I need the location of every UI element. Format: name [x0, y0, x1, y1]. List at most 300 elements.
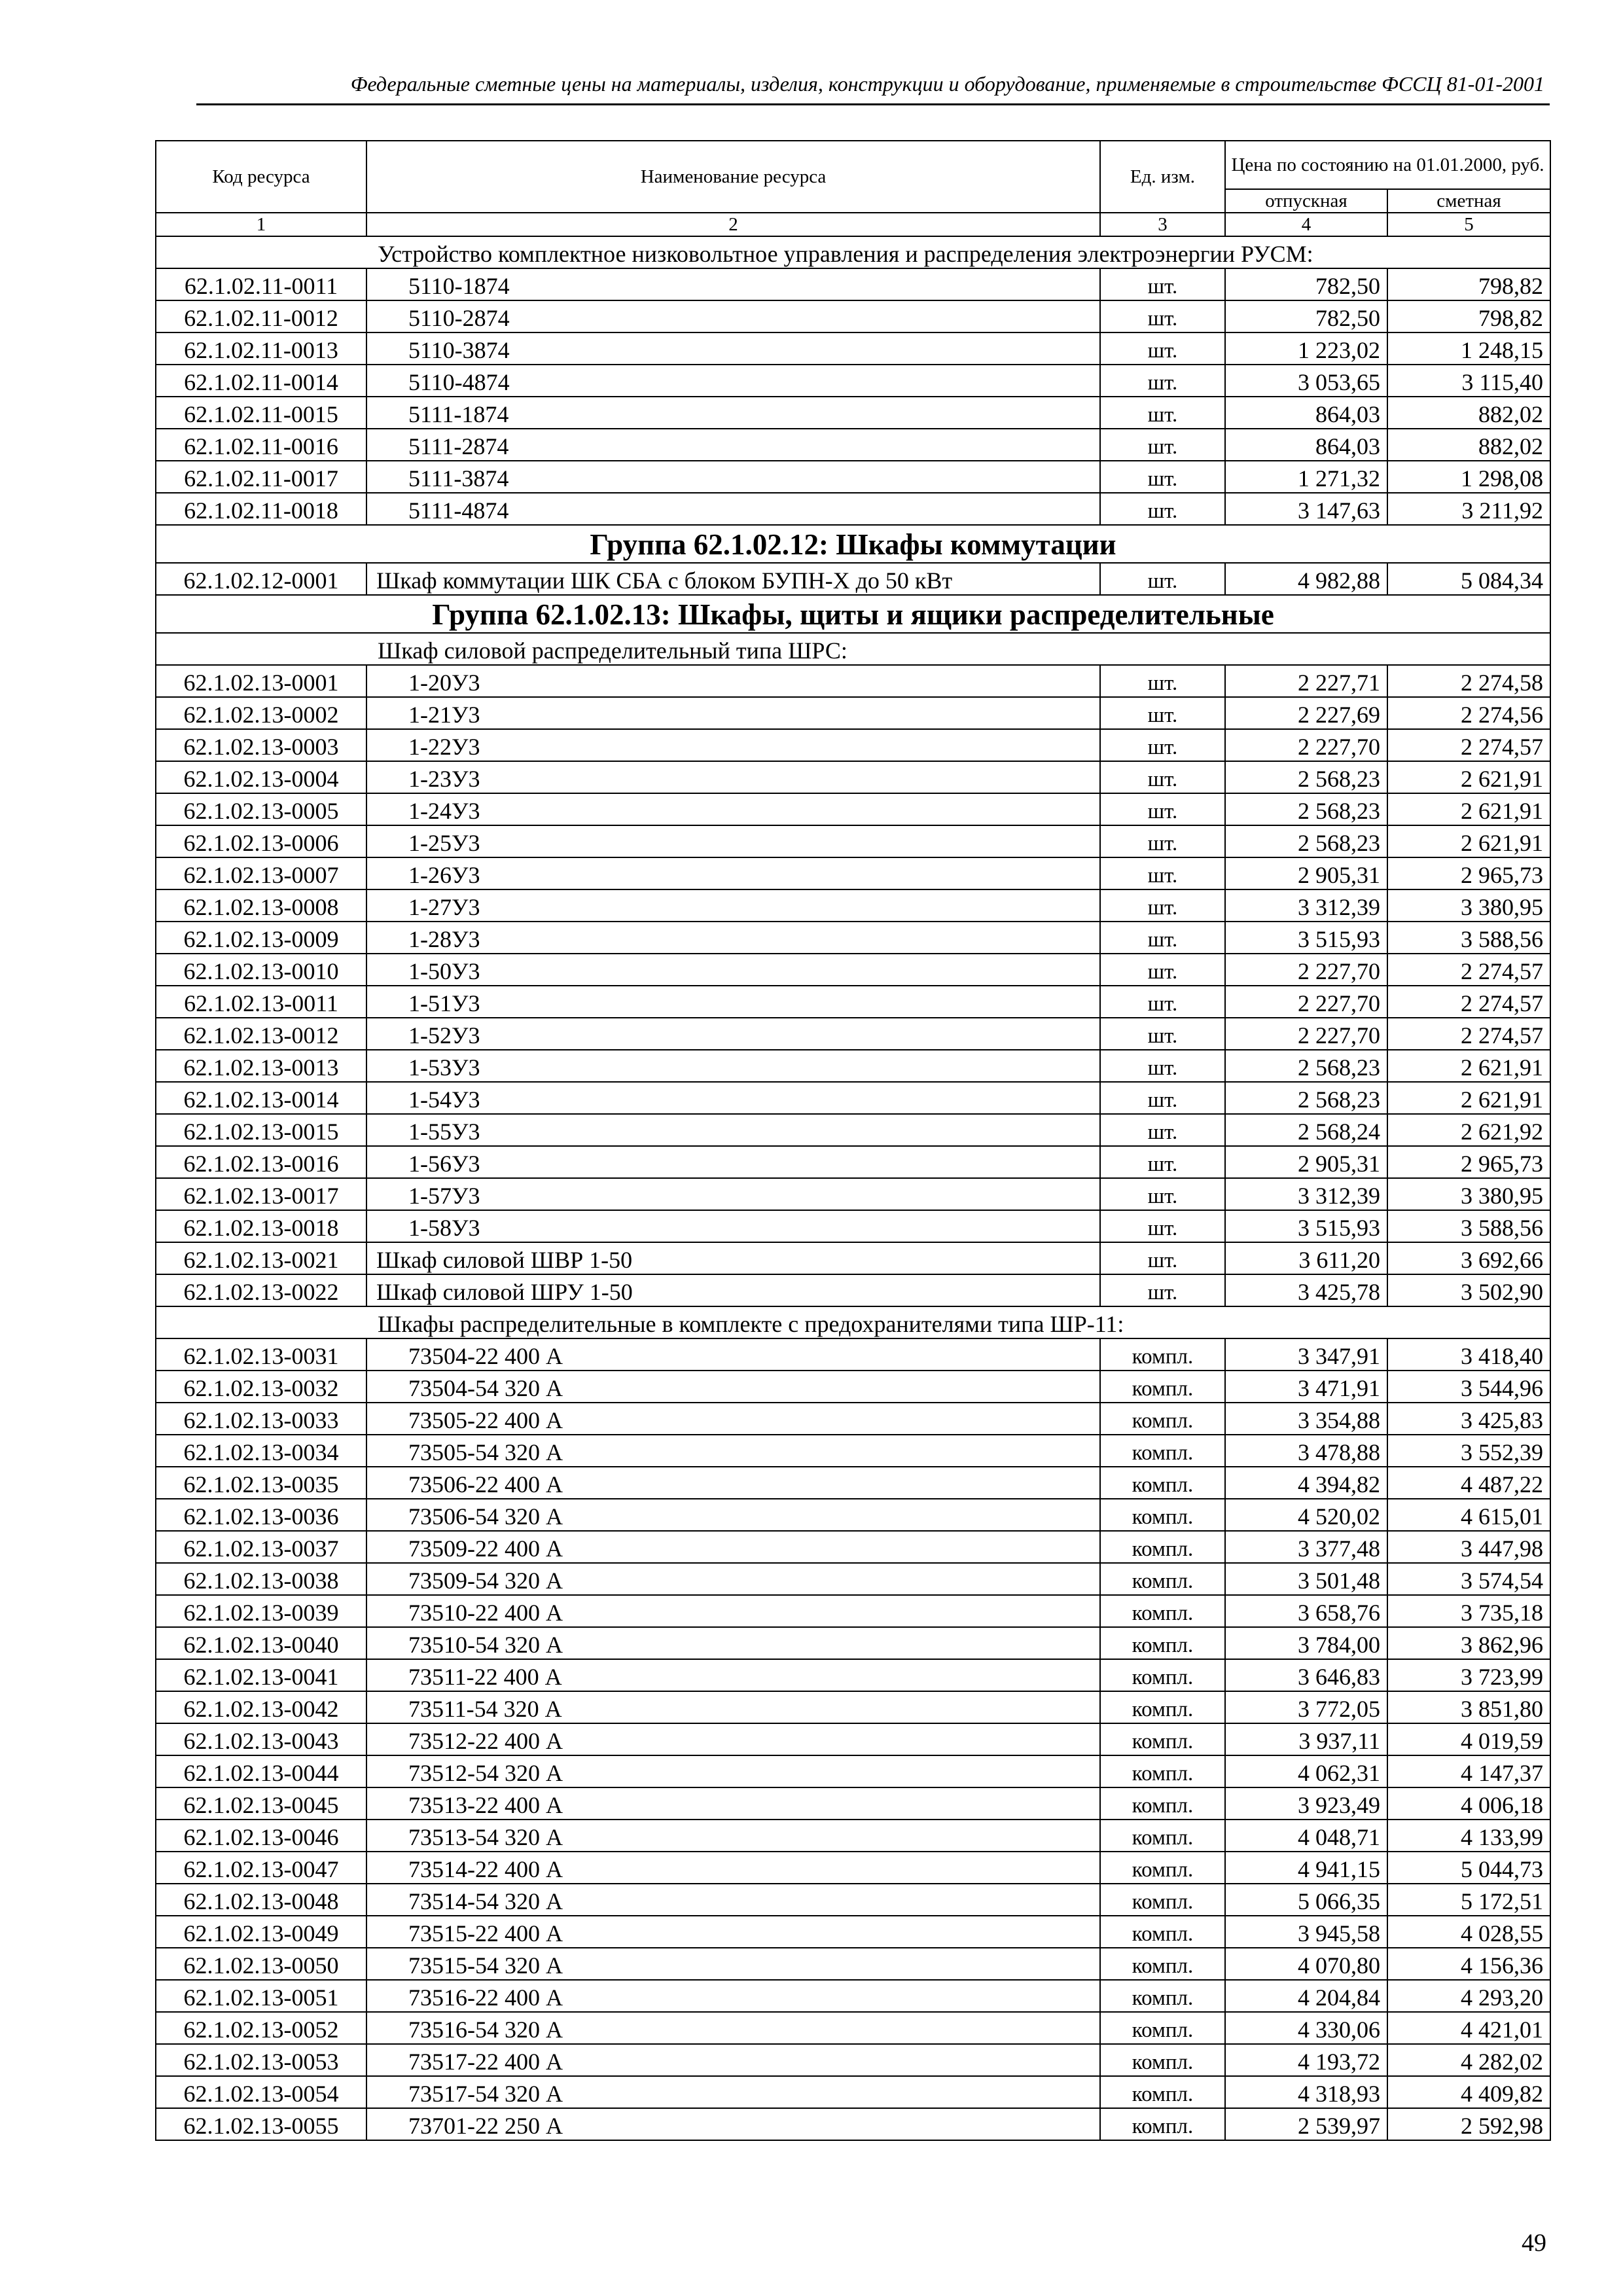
price-release: 864,03: [1225, 397, 1387, 429]
unit: компл.: [1100, 1531, 1225, 1563]
resource-code: 62.1.02.12-0001: [156, 563, 366, 595]
table-row: [156, 1948, 1550, 1980]
price-release: 3 515,93: [1225, 922, 1387, 954]
table-row: [156, 1050, 1550, 1082]
resource-name: 1-23У3: [366, 761, 1100, 793]
resource-code: 62.1.02.13-0014: [156, 1082, 366, 1114]
resource-code: 62.1.02.11-0013: [156, 332, 366, 365]
resource-name: 73514-54 320 А: [366, 1884, 1100, 1916]
price-estimate: 2 965,73: [1387, 1146, 1550, 1178]
resource-name: 73513-22 400 А: [366, 1787, 1100, 1820]
table-row: [156, 2044, 1550, 2076]
resource-name: 5111-4874: [366, 493, 1100, 525]
price-estimate: 2 621,91: [1387, 1082, 1550, 1114]
price-estimate: 4 615,01: [1387, 1499, 1550, 1531]
price-release: 3 515,93: [1225, 1210, 1387, 1242]
resource-name: 5111-2874: [366, 429, 1100, 461]
price-estimate: 3 380,95: [1387, 889, 1550, 922]
price-estimate: 3 115,40: [1387, 365, 1550, 397]
resource-code: 62.1.02.13-0055: [156, 2108, 366, 2140]
price-estimate: 3 447,98: [1387, 1531, 1550, 1563]
price-release: 2 905,31: [1225, 1146, 1387, 1178]
resource-code: 62.1.02.13-0041: [156, 1659, 366, 1691]
resource-name: 1-26У3: [366, 857, 1100, 889]
price-release: 2 568,23: [1225, 1050, 1387, 1082]
resource-name: 73515-22 400 А: [366, 1916, 1100, 1948]
price-estimate: 4 028,55: [1387, 1916, 1550, 1948]
table-row: [156, 1531, 1550, 1563]
price-estimate: 3 862,96: [1387, 1627, 1550, 1659]
price-estimate: 3 692,66: [1387, 1242, 1550, 1274]
price-estimate: 2 274,57: [1387, 729, 1550, 761]
column-number: 5: [1387, 213, 1550, 236]
price-release: 3 053,65: [1225, 365, 1387, 397]
resource-code: 62.1.02.13-0054: [156, 2076, 366, 2108]
resource-name: 1-57У3: [366, 1178, 1100, 1210]
resource-code: 62.1.02.11-0011: [156, 268, 366, 300]
table-row: [156, 761, 1550, 793]
price-estimate: 2 274,57: [1387, 954, 1550, 986]
table-row: [156, 954, 1550, 986]
resource-code: 62.1.02.13-0044: [156, 1755, 366, 1787]
price-release: 3 772,05: [1225, 1691, 1387, 1723]
unit: шт.: [1100, 665, 1225, 697]
table-row: [156, 365, 1550, 397]
table-row: [156, 1884, 1550, 1916]
price-release: 3 658,76: [1225, 1595, 1387, 1627]
table-row: [156, 1018, 1550, 1050]
resource-code: 62.1.02.13-0049: [156, 1916, 366, 1948]
resource-code: 62.1.02.13-0031: [156, 1338, 366, 1371]
resource-code: 62.1.02.11-0016: [156, 429, 366, 461]
subsection-heading: Шкафы распределительные в комплекте с предохранителями типа ШР-11:: [156, 1306, 1550, 1338]
price-release: 3 147,63: [1225, 493, 1387, 525]
price-release: 2 568,24: [1225, 1114, 1387, 1146]
resource-name: 5110-2874: [366, 300, 1100, 332]
resource-code: 62.1.02.13-0011: [156, 986, 366, 1018]
price-release: 3 471,91: [1225, 1371, 1387, 1403]
unit: шт.: [1100, 365, 1225, 397]
table-row: [156, 1659, 1550, 1691]
resource-name: 1-56У3: [366, 1146, 1100, 1178]
unit: компл.: [1100, 2044, 1225, 2076]
resource-code: 62.1.02.13-0037: [156, 1531, 366, 1563]
unit: шт.: [1100, 1114, 1225, 1146]
unit: шт.: [1100, 1274, 1225, 1306]
unit: шт.: [1100, 332, 1225, 365]
resource-code: 62.1.02.13-0009: [156, 922, 366, 954]
resource-code: 62.1.02.13-0018: [156, 1210, 366, 1242]
price-estimate: 3 723,99: [1387, 1659, 1550, 1691]
unit: компл.: [1100, 1435, 1225, 1467]
unit: шт.: [1100, 429, 1225, 461]
unit: шт.: [1100, 268, 1225, 300]
resource-code: 62.1.02.13-0021: [156, 1242, 366, 1274]
table-row: [156, 1980, 1550, 2012]
price-release: 2 227,70: [1225, 954, 1387, 986]
table-row: [156, 729, 1550, 761]
unit: шт.: [1100, 954, 1225, 986]
resource-name: 5111-3874: [366, 461, 1100, 493]
price-release: 3 478,88: [1225, 1435, 1387, 1467]
price-estimate: 2 274,57: [1387, 986, 1550, 1018]
subsection-heading: Устройство комплектное низковольтное управления и распределения электроэнергии РУСМ:: [156, 236, 1550, 268]
unit: компл.: [1100, 1499, 1225, 1531]
price-release: 2 227,71: [1225, 665, 1387, 697]
resource-code: 62.1.02.13-0045: [156, 1787, 366, 1820]
unit: компл.: [1100, 1563, 1225, 1595]
price-release: 3 923,49: [1225, 1787, 1387, 1820]
price-estimate: 4 421,01: [1387, 2012, 1550, 2044]
unit: шт.: [1100, 889, 1225, 922]
price-release: 782,50: [1225, 268, 1387, 300]
price-estimate: 1 248,15: [1387, 332, 1550, 365]
price-estimate: 3 574,54: [1387, 1563, 1550, 1595]
table-row: [156, 1595, 1550, 1627]
price-estimate: 882,02: [1387, 397, 1550, 429]
resource-code: 62.1.02.13-0033: [156, 1403, 366, 1435]
unit: шт.: [1100, 563, 1225, 595]
resource-name: 1-20У3: [366, 665, 1100, 697]
unit: компл.: [1100, 2012, 1225, 2044]
resource-name: 73517-54 320 А: [366, 2076, 1100, 2108]
price-release: 2 568,23: [1225, 793, 1387, 825]
unit: шт.: [1100, 1146, 1225, 1178]
unit: компл.: [1100, 1691, 1225, 1723]
running-header: Федеральные сметные цены на материалы, изделия, конструкции и оборудование, применяемые в строительстве ФССЦ 81-01-2001: [350, 72, 1544, 96]
resource-name: 1-55У3: [366, 1114, 1100, 1146]
page-number: 49: [1522, 2229, 1546, 2257]
unit: шт.: [1100, 461, 1225, 493]
table-row: [156, 2012, 1550, 2044]
table-row: [156, 1146, 1550, 1178]
resource-code: 62.1.02.11-0014: [156, 365, 366, 397]
price-estimate: 4 147,37: [1387, 1755, 1550, 1787]
resource-code: 62.1.02.13-0016: [156, 1146, 366, 1178]
resource-name: 73505-54 320 А: [366, 1435, 1100, 1467]
unit: компл.: [1100, 1787, 1225, 1820]
table-row: [156, 1274, 1550, 1306]
column-number: 3: [1100, 213, 1225, 236]
table-row: [156, 332, 1550, 365]
price-release: 2 905,31: [1225, 857, 1387, 889]
unit: шт.: [1100, 1082, 1225, 1114]
price-release: 2 568,23: [1225, 1082, 1387, 1114]
resource-name: 73506-22 400 А: [366, 1467, 1100, 1499]
price-release: 3 937,11: [1225, 1723, 1387, 1755]
resource-code: 62.1.02.13-0043: [156, 1723, 366, 1755]
resource-code: 62.1.02.13-0007: [156, 857, 366, 889]
resource-name: 73511-22 400 А: [366, 1659, 1100, 1691]
subsection-row: [156, 236, 1550, 268]
price-estimate: 3 735,18: [1387, 1595, 1550, 1627]
table-row: [156, 697, 1550, 729]
price-estimate: 3 425,83: [1387, 1403, 1550, 1435]
resource-code: 62.1.02.13-0008: [156, 889, 366, 922]
resource-name: 73512-22 400 А: [366, 1723, 1100, 1755]
resource-name: 73517-22 400 А: [366, 2044, 1100, 2076]
price-release: 3 501,48: [1225, 1563, 1387, 1595]
subsection-row: [156, 633, 1550, 665]
resource-code: 62.1.02.13-0053: [156, 2044, 366, 2076]
price-estimate: 3 211,92: [1387, 493, 1550, 525]
unit: шт.: [1100, 300, 1225, 332]
resource-name: 73506-54 320 А: [366, 1499, 1100, 1531]
column-number: 1: [156, 213, 366, 236]
price-release: 2 568,23: [1225, 825, 1387, 857]
price-release: 4 394,82: [1225, 1467, 1387, 1499]
group-heading: Группа 62.1.02.12: Шкафы коммутации: [156, 525, 1550, 563]
unit: шт.: [1100, 493, 1225, 525]
resource-code: 62.1.02.13-0051: [156, 1980, 366, 2012]
group-heading-row: [156, 525, 1550, 563]
resource-code: 62.1.02.13-0040: [156, 1627, 366, 1659]
resource-name: Шкаф силовой ШРУ 1-50: [366, 1274, 1100, 1306]
resource-code: 62.1.02.13-0039: [156, 1595, 366, 1627]
header-name: Наименование ресурса: [366, 141, 1100, 213]
resource-name: 1-21У3: [366, 697, 1100, 729]
price-release: 4 048,71: [1225, 1820, 1387, 1852]
header-price-estimate: сметная: [1387, 189, 1550, 213]
resource-name: 73515-54 320 А: [366, 1948, 1100, 1980]
resource-name: 73514-22 400 А: [366, 1852, 1100, 1884]
table-row: [156, 429, 1550, 461]
subsection-row: [156, 1306, 1550, 1338]
price-release: 4 070,80: [1225, 1948, 1387, 1980]
price-estimate: 5 084,34: [1387, 563, 1550, 595]
price-release: 4 982,88: [1225, 563, 1387, 595]
table-row: [156, 1242, 1550, 1274]
price-estimate: 5 172,51: [1387, 1884, 1550, 1916]
resource-name: 5110-4874: [366, 365, 1100, 397]
price-estimate: 3 418,40: [1387, 1338, 1550, 1371]
resource-code: 62.1.02.13-0034: [156, 1435, 366, 1467]
price-release: 782,50: [1225, 300, 1387, 332]
price-estimate: 798,82: [1387, 300, 1550, 332]
price-estimate: 4 019,59: [1387, 1723, 1550, 1755]
resource-name: 73509-22 400 А: [366, 1531, 1100, 1563]
resource-code: 62.1.02.13-0010: [156, 954, 366, 986]
resource-code: 62.1.02.11-0017: [156, 461, 366, 493]
table-row: [156, 1499, 1550, 1531]
price-estimate: 2 592,98: [1387, 2108, 1550, 2140]
price-estimate: 2 621,91: [1387, 825, 1550, 857]
unit: шт.: [1100, 986, 1225, 1018]
price-estimate: 4 487,22: [1387, 1467, 1550, 1499]
price-release: 4 330,06: [1225, 2012, 1387, 2044]
resource-code: 62.1.02.11-0015: [156, 397, 366, 429]
unit: шт.: [1100, 729, 1225, 761]
resource-name: 1-51У3: [366, 986, 1100, 1018]
resource-code: 62.1.02.11-0012: [156, 300, 366, 332]
price-estimate: 3 851,80: [1387, 1691, 1550, 1723]
unit: шт.: [1100, 857, 1225, 889]
price-estimate: 5 044,73: [1387, 1852, 1550, 1884]
table-row: [156, 1820, 1550, 1852]
price-estimate: 882,02: [1387, 429, 1550, 461]
price-release: 3 425,78: [1225, 1274, 1387, 1306]
header-code: Код ресурса: [156, 141, 366, 213]
unit: компл.: [1100, 1755, 1225, 1787]
group-heading-row: [156, 595, 1550, 633]
table-row: [156, 2108, 1550, 2140]
unit: шт.: [1100, 397, 1225, 429]
resource-code: 62.1.02.13-0004: [156, 761, 366, 793]
table-row: [156, 665, 1550, 697]
header-unit: Ед. изм.: [1100, 141, 1225, 213]
price-estimate: 3 380,95: [1387, 1178, 1550, 1210]
table-row: [156, 461, 1550, 493]
unit: компл.: [1100, 2076, 1225, 2108]
price-release: 3 312,39: [1225, 889, 1387, 922]
unit: компл.: [1100, 1723, 1225, 1755]
resource-name: 1-53У3: [366, 1050, 1100, 1082]
unit: шт.: [1100, 761, 1225, 793]
table-row: [156, 825, 1550, 857]
price-estimate: 2 274,57: [1387, 1018, 1550, 1050]
price-estimate: 4 409,82: [1387, 2076, 1550, 2108]
price-release: 2 227,69: [1225, 697, 1387, 729]
unit: компл.: [1100, 1852, 1225, 1884]
price-release: 2 539,97: [1225, 2108, 1387, 2140]
price-table: [155, 140, 1551, 2141]
unit: компл.: [1100, 1884, 1225, 1916]
resource-code: 62.1.02.13-0017: [156, 1178, 366, 1210]
unit: компл.: [1100, 1627, 1225, 1659]
price-estimate: 1 298,08: [1387, 461, 1550, 493]
price-estimate: 4 293,20: [1387, 1980, 1550, 2012]
price-estimate: 3 552,39: [1387, 1435, 1550, 1467]
price-estimate: 3 588,56: [1387, 922, 1550, 954]
unit: компл.: [1100, 1980, 1225, 2012]
table-body: [156, 236, 1550, 2140]
price-release: 864,03: [1225, 429, 1387, 461]
price-release: 4 193,72: [1225, 2044, 1387, 2076]
unit: шт.: [1100, 793, 1225, 825]
column-number: 4: [1225, 213, 1387, 236]
price-estimate: 2 274,56: [1387, 697, 1550, 729]
resource-name: 73510-54 320 А: [366, 1627, 1100, 1659]
resource-code: 62.1.02.13-0038: [156, 1563, 366, 1595]
unit: шт.: [1100, 1210, 1225, 1242]
unit: компл.: [1100, 1916, 1225, 1948]
resource-name: 1-50У3: [366, 954, 1100, 986]
price-release: 3 312,39: [1225, 1178, 1387, 1210]
resource-name: 1-52У3: [366, 1018, 1100, 1050]
resource-name: 73513-54 320 А: [366, 1820, 1100, 1852]
resource-code: 62.1.02.13-0052: [156, 2012, 366, 2044]
price-estimate: 2 621,92: [1387, 1114, 1550, 1146]
price-release: 5 066,35: [1225, 1884, 1387, 1916]
table-row: [156, 889, 1550, 922]
price-release: 2 568,23: [1225, 761, 1387, 793]
table-row: [156, 1178, 1550, 1210]
price-release: 3 784,00: [1225, 1627, 1387, 1659]
resource-code: 62.1.02.13-0046: [156, 1820, 366, 1852]
resource-name: 1-27У3: [366, 889, 1100, 922]
header-price-group: Цена по состоянию на 01.01.2000, руб.: [1225, 141, 1550, 189]
table-row: [156, 1723, 1550, 1755]
resource-name: 1-24У3: [366, 793, 1100, 825]
price-release: 1 223,02: [1225, 332, 1387, 365]
price-release: 3 354,88: [1225, 1403, 1387, 1435]
unit: шт.: [1100, 1050, 1225, 1082]
price-estimate: 2 621,91: [1387, 1050, 1550, 1082]
resource-code: 62.1.02.13-0005: [156, 793, 366, 825]
resource-name: 73509-54 320 А: [366, 1563, 1100, 1595]
table-row: [156, 986, 1550, 1018]
price-estimate: 2 621,91: [1387, 793, 1550, 825]
price-estimate: 798,82: [1387, 268, 1550, 300]
resource-code: 62.1.02.13-0022: [156, 1274, 366, 1306]
table-row: [156, 1114, 1550, 1146]
unit: компл.: [1100, 1338, 1225, 1371]
table-row: [156, 1371, 1550, 1403]
table-row: [156, 300, 1550, 332]
resource-code: 62.1.02.13-0032: [156, 1371, 366, 1403]
subsection-heading: Шкаф силовой распределительный типа ШРС:: [156, 633, 1550, 665]
unit: компл.: [1100, 1659, 1225, 1691]
table-row: [156, 1787, 1550, 1820]
table-row: [156, 1210, 1550, 1242]
resource-code: 62.1.02.13-0015: [156, 1114, 366, 1146]
price-estimate: 4 156,36: [1387, 1948, 1550, 1980]
price-release: 1 271,32: [1225, 461, 1387, 493]
resource-name: 73512-54 320 А: [366, 1755, 1100, 1787]
unit: шт.: [1100, 922, 1225, 954]
table-row: [156, 793, 1550, 825]
table-row: [156, 493, 1550, 525]
price-release: 3 646,83: [1225, 1659, 1387, 1691]
price-release: 3 611,20: [1225, 1242, 1387, 1274]
table-row: [156, 1563, 1550, 1595]
price-release: 2 227,70: [1225, 729, 1387, 761]
resource-name: 73511-54 320 А: [366, 1691, 1100, 1723]
resource-code: 62.1.02.13-0047: [156, 1852, 366, 1884]
resource-name: Шкаф коммутации ШК СБА с блоком БУПН-Х до 50 кВт: [366, 563, 1100, 595]
unit: компл.: [1100, 1403, 1225, 1435]
unit: компл.: [1100, 1948, 1225, 1980]
table-row: [156, 1435, 1550, 1467]
resource-code: 62.1.02.13-0036: [156, 1499, 366, 1531]
price-release: 3 945,58: [1225, 1916, 1387, 1948]
resource-code: 62.1.02.11-0018: [156, 493, 366, 525]
column-number: 2: [366, 213, 1100, 236]
price-estimate: 4 006,18: [1387, 1787, 1550, 1820]
unit: компл.: [1100, 1371, 1225, 1403]
table-row: [156, 2076, 1550, 2108]
price-estimate: 3 588,56: [1387, 1210, 1550, 1242]
resource-name: 5111-1874: [366, 397, 1100, 429]
price-estimate: 2 274,58: [1387, 665, 1550, 697]
resource-code: 62.1.02.13-0003: [156, 729, 366, 761]
header-price-release: отпускная: [1225, 189, 1387, 213]
resource-name: 73504-54 320 А: [366, 1371, 1100, 1403]
resource-name: 1-22У3: [366, 729, 1100, 761]
unit: компл.: [1100, 1820, 1225, 1852]
resource-code: 62.1.02.13-0048: [156, 1884, 366, 1916]
table-row: [156, 563, 1550, 595]
resource-code: 62.1.02.13-0042: [156, 1691, 366, 1723]
resource-name: 73510-22 400 А: [366, 1595, 1100, 1627]
table-row: [156, 1755, 1550, 1787]
header-rule: [196, 103, 1550, 105]
resource-name: 73505-22 400 А: [366, 1403, 1100, 1435]
unit: компл.: [1100, 2108, 1225, 2140]
resource-name: 73516-54 320 А: [366, 2012, 1100, 2044]
resource-name: 1-28У3: [366, 922, 1100, 954]
price-release: 4 204,84: [1225, 1980, 1387, 2012]
